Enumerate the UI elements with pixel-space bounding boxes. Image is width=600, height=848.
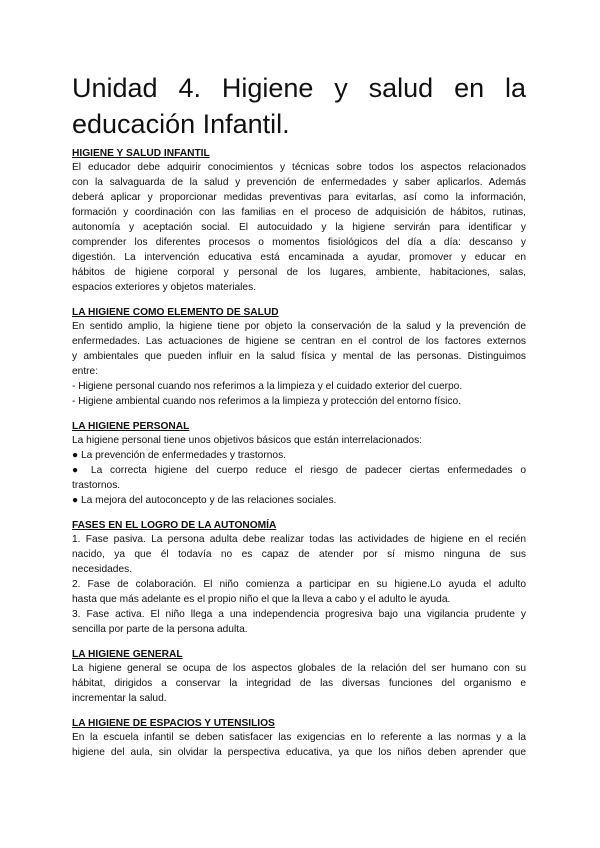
- section-paragraph: [72, 661, 526, 706]
- paragraph-line: El educador debe adquirir conocimientos y técnicas sobre todos los aspectos relacionados: [72, 162, 526, 173]
- section-heading: LA HIGIENE COMO ELEMENTO DE SALUD: [72, 307, 279, 318]
- section-la-higiene-de-espacios-y-utensilios: [72, 717, 526, 760]
- paragraph-line: digestión. La intervención educativa está encaminada a ayudar, promover y educar en: [72, 252, 526, 263]
- paragraph-line: ● La prevención de enfermedades y trastornos.: [72, 450, 286, 461]
- section-heading: LA HIGIENE GENERAL: [72, 649, 183, 660]
- section-paragraph: [72, 433, 526, 508]
- paragraph-line: enfermedades. Las actuaciones de higiene se centran en el control de los factores externos: [72, 336, 526, 347]
- paragraph-line: autonomía y aceptación social. El autocuidado y la higiene servirán para identificar y: [72, 222, 526, 233]
- paragraph-line: entre:: [72, 366, 99, 377]
- paragraph-line: y ambientales que pueden influir en la salud física y mental de las personas. Distinguimos: [72, 351, 526, 362]
- paragraph-line: incrementar la salud.: [72, 693, 167, 704]
- section-heading: HIGIENE Y SALUD INFANTIL: [72, 148, 210, 159]
- paragraph-line: 2. Fase de colaboración. El niño comienza a participar en su higiene.Lo ayuda el adulto: [72, 579, 526, 590]
- paragraph-line: con la salvaguarda de la salud y prevención de enfermedades y saber aplicarlos. Además: [72, 177, 526, 188]
- section-higiene-y-salud-infantil: [72, 147, 526, 295]
- paragraph-line: sencilla por parte de la persona adulta.: [72, 624, 248, 635]
- paragraph-line: - Higiene ambiental cuando nos referimos a la limpieza y protección del entorno físico.: [72, 396, 462, 407]
- paragraph-line: En sentido amplio, la higiene tiene por objeto la conservación de la salud y la prevención de: [72, 321, 526, 332]
- paragraph-line: La higiene personal tiene unos objetivos básicos que están interrelacionados:: [72, 435, 423, 446]
- sections-container: [72, 147, 526, 760]
- paragraph-line: higiene del aula, sin olvidar la perspectiva educativa, ya que los niños deben aprender que: [72, 747, 526, 758]
- paragraph-line: comprender los diferentes procesos o momentos fisiológicos del día a día: descanso y: [72, 237, 526, 248]
- paragraph-line: espacios exteriores y objetos materiales.: [72, 282, 257, 293]
- title-line-1: Unidad 4. Higiene y salud en la: [72, 73, 526, 103]
- paragraph-line: hasta que más adelante es el propio niño el que la lleva a cabo y el adulto le ayuda.: [72, 594, 451, 605]
- paragraph-line: deberá aplicar y proporcionar medidas preventivas para evitarlas, así como la información,: [72, 192, 526, 203]
- section-fases-en-el-logro-de-la-autonomia: [72, 519, 526, 637]
- section-la-higiene-como-elemento-de-salud: [72, 306, 526, 409]
- section-paragraph: [72, 319, 526, 409]
- paragraph-line: - Higiene personal cuando nos referimos a la limpieza y el cuidado exterior del cuerpo.: [72, 381, 463, 392]
- paragraph-line: 1. Fase pasiva. La persona adulta debe realizar todas las actividades de higiene en el recién: [72, 534, 526, 545]
- section-la-higiene-personal: [72, 420, 526, 508]
- paragraph-line: La higiene general se ocupa de los aspectos globales de la relación del ser humano con su: [72, 663, 526, 674]
- document-page: [72, 70, 526, 771]
- section-paragraph: [72, 730, 526, 760]
- paragraph-line: En la escuela infantil se deben satisfacer las exigencias en lo referente a las normas y a la: [72, 732, 526, 743]
- section-paragraph: [72, 160, 526, 295]
- section-heading: LA HIGIENE DE ESPACIOS Y UTENSILIOS: [72, 718, 275, 729]
- section-la-higiene-general: [72, 648, 526, 706]
- paragraph-line: ● La mejora del autoconcepto y de las relaciones sociales.: [72, 495, 337, 506]
- title-line-2: educación Infantil.: [72, 109, 290, 139]
- document-title: [72, 70, 526, 142]
- paragraph-line: necesidades.: [72, 564, 133, 575]
- section-heading: LA HIGIENE PERSONAL: [72, 421, 190, 432]
- paragraph-line: formación y coordinación con las familias en el proceso de adquisición de hábitos, rutinas,: [72, 207, 526, 218]
- paragraph-line: trastornos.: [72, 480, 121, 491]
- paragraph-line: nacido, ya que él todavía no es capaz de atender por sí mismo ninguna de sus: [72, 549, 526, 560]
- paragraph-line: 3. Fase activa. El niño llega a una independencia progresiva bajo una vigilancia prudente y: [72, 609, 526, 620]
- paragraph-line: hábitat, dirigidos a conservar la integridad de las diversas funciones del organismo e: [72, 678, 526, 689]
- paragraph-line: ● La correcta higiene del cuerpo reduce el riesgo de padecer ciertas enfermedades o: [72, 465, 526, 476]
- section-heading: FASES EN EL LOGRO DE LA AUTONOMÍA: [72, 520, 277, 531]
- section-paragraph: [72, 532, 526, 637]
- paragraph-line: hábitos de higiene corporal y personal de los lugares, ambiente, habitaciones, salas,: [72, 267, 526, 278]
